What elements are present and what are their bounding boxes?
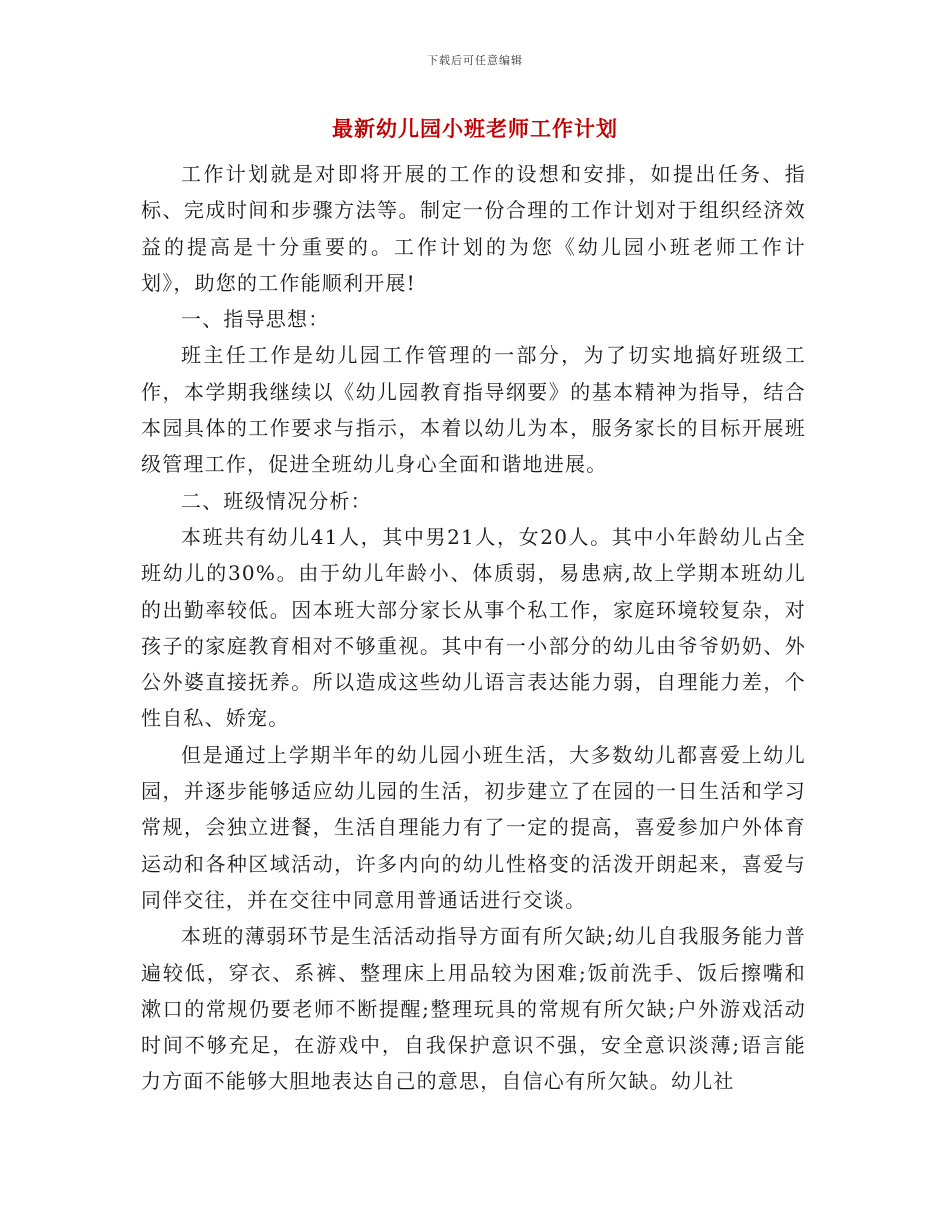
section-heading-guiding-thought: 一、指导思想： — [181, 307, 330, 332]
paragraph-intro: 工作计划就是对即将开展的工作的设想和安排，如提出任务、指标、完成时间和步骤方法等。制定一份合理的工作计划对于组织经济效益的提高是十分重要的。工作计划的为您《幼儿园小班老师工作计划》，助您的工作能顺利开展! — [141, 162, 806, 295]
document-body — [141, 156, 806, 1100]
paragraph-class-overview: 本班共有幼儿41人，其中男21人，女20人。其中小年龄幼儿占全班幼儿的30%。由于幼儿年龄小、体质弱，易患病,故上学期本班幼儿的出勤率较低。因本班大部分家长从事个私工作，家庭环境较复杂，对孩子的家庭教育相对不够重视。其中有一小部分的幼儿由爷爷奶奶、外公外婆直接抚养。所以造成这些幼儿语言表达能力弱，自理能力差，个性自私、娇宠。 — [141, 524, 806, 731]
page-header: 下载后可任意编辑 — [427, 54, 523, 67]
section-heading-class-analysis: 二、班级情况分析： — [181, 488, 372, 513]
paragraph-weaknesses: 本班的薄弱环节是生活活动指导方面有所欠缺;幼儿自我服务能力普遍较低，穿衣、系裤、整理床上用品较为困难;饭前洗手、饭后擦嘴和漱口的常规仍要老师不断提醒;整理玩具的常规有所欠缺;户外游戏活动时间不够充足，在游戏中，自我保护意识不强，安全意识淡薄;语言能力方面不能够大胆地表达自己的意思，自信心有所欠缺。幼儿社 — [141, 924, 806, 1094]
document-title: 最新幼儿园小班老师工作计划 — [332, 116, 618, 141]
paragraph-guiding-thought: 班主任工作是幼儿园工作管理的一部分，为了切实地搞好班级工作，本学期我继续以《幼儿园教育指导纲要》的基本精神为指导，结合本园具体的工作要求与指示，本着以幼儿为本，服务家长的目标开展班级管理工作，促进全班幼儿身心全面和谐地进展。 — [141, 343, 806, 477]
paragraph-progress: 但是通过上学期半年的幼儿园小班生活，大多数幼儿都喜爱上幼儿园，并逐步能够适应幼儿园的生活，初步建立了在园的一日生活和学习常规，会独立进餐，生活自理能力有了一定的提高，喜爱参加户外体育运动和各种区域活动，许多内向的幼儿性格变的活泼开朗起来，喜爱与同伴交往，并在交往中同意用普通话进行交谈。 — [141, 742, 806, 912]
